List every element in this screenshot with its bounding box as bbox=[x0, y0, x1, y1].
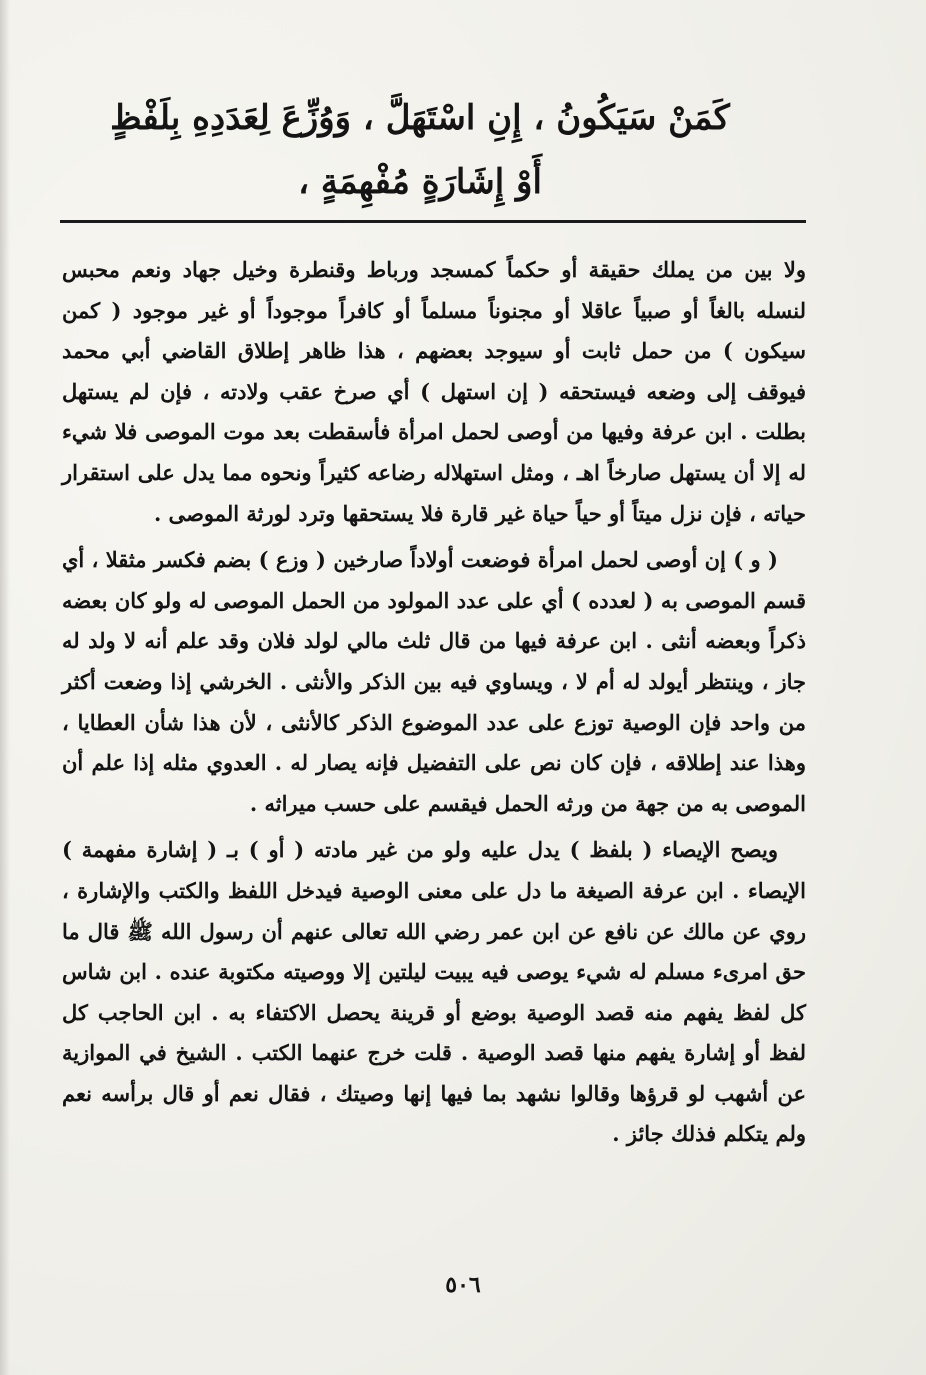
page-edge-shadow bbox=[0, 0, 10, 1375]
section-heading bbox=[70, 86, 770, 214]
page-number: ٥٠٦ bbox=[445, 1272, 481, 1298]
paragraph: ولا بين من يملك حقيقة أو حكماً كمسجد ورباط وقنطرة وخيل جهاد ونعم محبس لنسله بالغاً أو صبياً عاقلا أو مجنوناً مسلماً أو كافراً موجوداً أو غير موجود ( كمن سيكون ) من حمل ثابت أو سيوجد بعضهم ، هذا ظاهر إطلاق القاضي أبي محمد فيوقف إلى وضعه فيستحقه ( إن استهل ) أي صرخ عقب ولادته ، فإن لم يستهل بطلت . ابن عرفة وفيها من أوصى لحمل امرأة فأسقطت بعد موت الموصى فلا شيء له إلا أن يستهل صارخاً اهـ ، ومثل استهلاله رضاعه كثيراً ونحوه مما يدل على استقرار حياته ، فإن نزل ميتاً أو حياً حياة غير قارة فلا يستحقها وترد لورثة الموصى . bbox=[62, 257, 806, 526]
commentary-body bbox=[62, 250, 806, 1155]
heading-line-1: كَمَنْ سَيَكُونُ ، إِنِ اسْتَهَلَّ ، وَوُزِّعَ لِعَدَدِهِ بِلَفْظٍ bbox=[110, 98, 730, 138]
heading-divider bbox=[60, 220, 806, 223]
paragraph: ويصح الإيصاء ( بلفظ ) يدل عليه ولو من غير مادته ( أو ) بـ ( إشارة مفهمة ) الإيصاء . ابن عرفة الصيغة ما دل على معنى الوصية فيدخل اللفظ والكتب والإشارة ، روي عن مالك عن نافع عن ابن عمر رضي الله تعالى عنهم أن رسول الله ﷺ قال ما حق امرىء مسلم له شيء يوصى فيه يبيت ليلتين إلا ووصيته مكتوبة عنده . ابن شاس كل لفظ يفهم منه قصد الوصية بوضع أو قرينة يحصل الاكتفاء به . ابن الحاجب كل لفظ أو إشارة يفهم منها قصد الوصية . قلت خرج عنهما الكتب . الشيخ في الموازية عن أشهب لو قرؤها وقالوا نشهد بما فيها إنها وصيتك ، فقال نعم أو قال برأسه نعم ولم يتكلم فذلك جائز . bbox=[62, 837, 806, 1147]
heading-line-2: أَوْ إِشَارَةٍ مُفْهِمَةٍ ، bbox=[298, 162, 542, 202]
paragraph: ( و ) إن أوصى لحمل امرأة فوضعت أولاداً صارخين ( وزع ) بضم فكسر مثقلا ، أي قسم الموصى به ( لعدده ) أي على عدد المولود من الحمل الموصى له ولو كان بعضه ذكراً وبعضه أنثى . ابن عرفة فيها من قال ثلث مالي لولد فلان وقد علم أنه لا ولد له جاز ، وينتظر أيولد له أم لا ، ويساوي فيه بين الذكر والأنثى . الخرشي إذا وضعت أكثر من واحد فإن الوصية توزع على عدد الموضوع الذكر كالأنثى ، لأن هذا شأن العطايا ، وهذا عند إطلاقه ، فإن كان نص على التفضيل فإنه يصار له . العدوي مثله إذا علم أن الموصى به من جهة من ورثه الحمل فيقسم على حسب ميراثه . bbox=[62, 547, 806, 816]
